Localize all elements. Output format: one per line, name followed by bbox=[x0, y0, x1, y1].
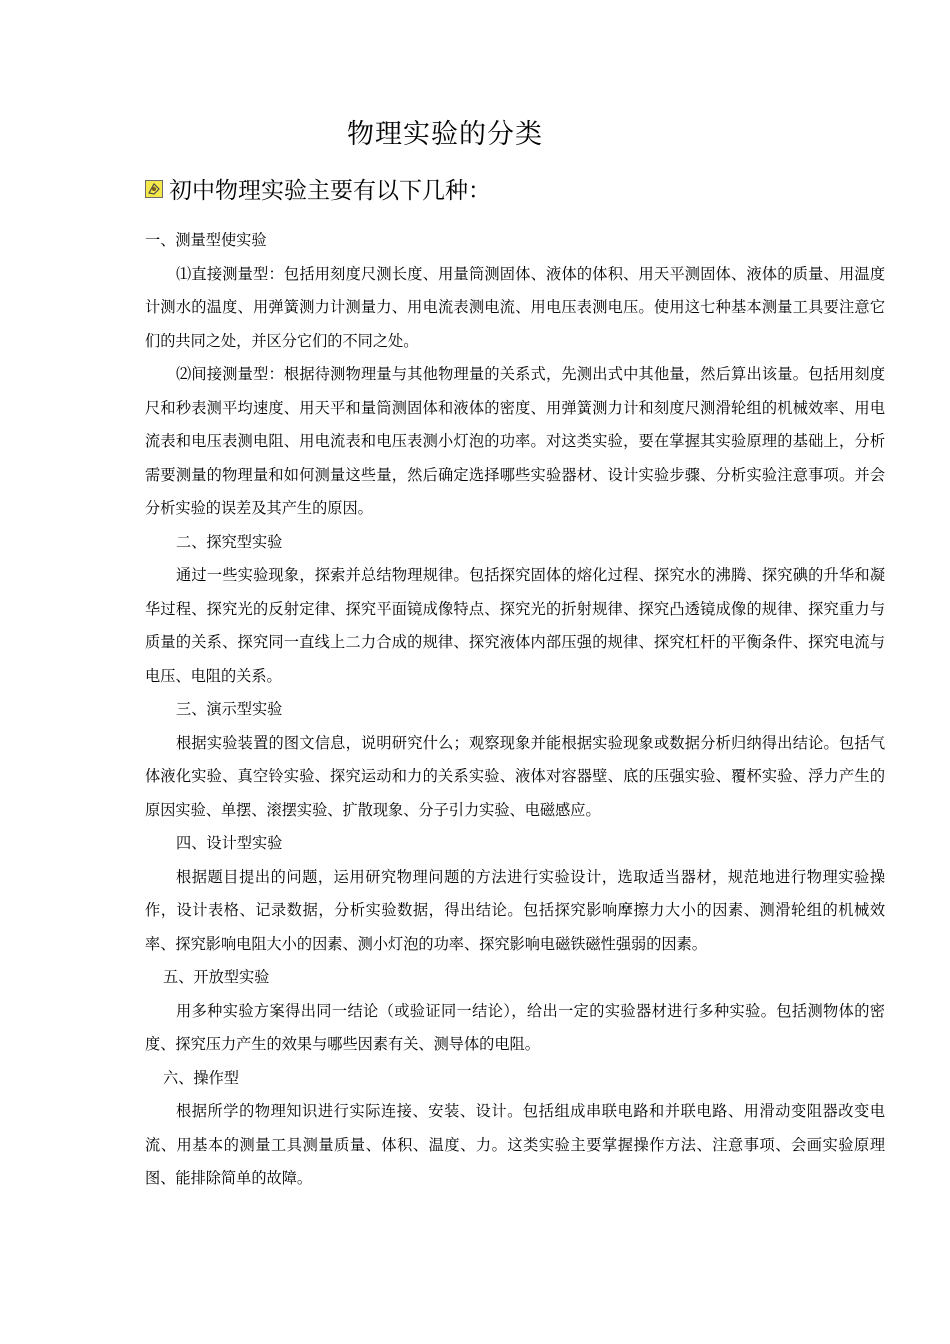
section-heading: 三、演示型实验 bbox=[176, 700, 283, 718]
paragraph: ⑵间接测量型：根据待测物理量与其他物理量的关系式，先测出式中其他量，然后算出该量。包括用刻度尺和秒表测平均速度、用天平和量筒测固体和液体的密度、用弹簧测力计和刻度尺测滑轮组的机械效率、用电流表和电压表测电阻、用电流表和电压表测小灯泡的功率。对这类实验，要在掌握其实验原理的基础上，分析需要测量的物理量和如何测量这些量，然后确定选择哪些实验器材、设计实验步骤、分析实验注意事项。并会分析实验的误差及其产生的原因。 bbox=[145, 365, 885, 517]
section-heading: 六、操作型 bbox=[163, 1068, 239, 1087]
paragraph: 根据所学的物理知识进行实际连接、安装、设计。包括组成串联电路和并联电路、用滑动变阻器改变电流、用基本的测量工具测量质量、体积、温度、力。这类实验主要掌握操作方法、注意事项、会画实验原理图、能排除简单的故障。 bbox=[145, 1102, 885, 1187]
document-body bbox=[145, 224, 885, 1196]
page-title: 物理实验的分类 bbox=[347, 119, 543, 150]
subtitle bbox=[145, 172, 491, 205]
section-heading: 四、设计型实验 bbox=[176, 834, 283, 852]
section-heading: 一、测量型使实验 bbox=[145, 231, 267, 249]
subtitle-text: 初中物理实验主要有以下几种： bbox=[169, 178, 491, 204]
paragraph: ⑴直接测量型：包括用刻度尺测长度、用量筒测固体、液体的体积、用天平测固体、液体的质量、用温度计测水的温度、用弹簧测力计测量力、用电流表测电流、用电压表测电压。使用这七种基本测量工具要注意它们的共同之处，并区分它们的不同之处。 bbox=[145, 264, 885, 350]
section-heading: 二、探究型实验 bbox=[176, 532, 283, 551]
section-heading: 五、开放型实验 bbox=[163, 968, 270, 986]
paragraph: 通过一些实验现象，探索并总结物理规律。包括探究固体的熔化过程、探究水的沸腾、探究碘的升华和凝华过程、探究光的反射定律、探究平面镜成像特点、探究光的折射规律、探究凸透镜成像的规律、探究重力与质量的关系、探究同一直线上二力合成的规律、探究液体内部压强的规律、探究杠杆的平衡条件、探究电流与电压、电阻的关系。 bbox=[145, 566, 885, 685]
paragraph: 用多种实验方案得出同一结论（或验证同一结论），给出一定的实验器材进行多种实验。包括测物体的密度、探究压力产生的效果与哪些因素有关、测导体的电阻。 bbox=[145, 1001, 885, 1053]
document-bullet-icon bbox=[145, 180, 163, 198]
paragraph: 根据实验装置的图文信息，说明研究什么；观察现象并能根据实验现象或数据分析归纳得出结论。包括气体液化实验、真空铃实验、探究运动和力的关系实验、液体对容器壁、底的压强实验、覆杯实验、浮力产生的原因实验、单摆、滚摆实验、扩散现象、分子引力实验、电磁感应。 bbox=[145, 733, 885, 819]
paragraph: 根据题目提出的问题，运用研究物理问题的方法进行实验设计，选取适当器材，规范地进行物理实验操作，设计表格、记录数据，分析实验数据，得出结论。包括探究影响摩擦力大小的因素、测滑轮组的机械效率、探究影响电阻大小的因素、测小灯泡的功率、探究影响电磁铁磁性强弱的因素。 bbox=[145, 867, 885, 953]
